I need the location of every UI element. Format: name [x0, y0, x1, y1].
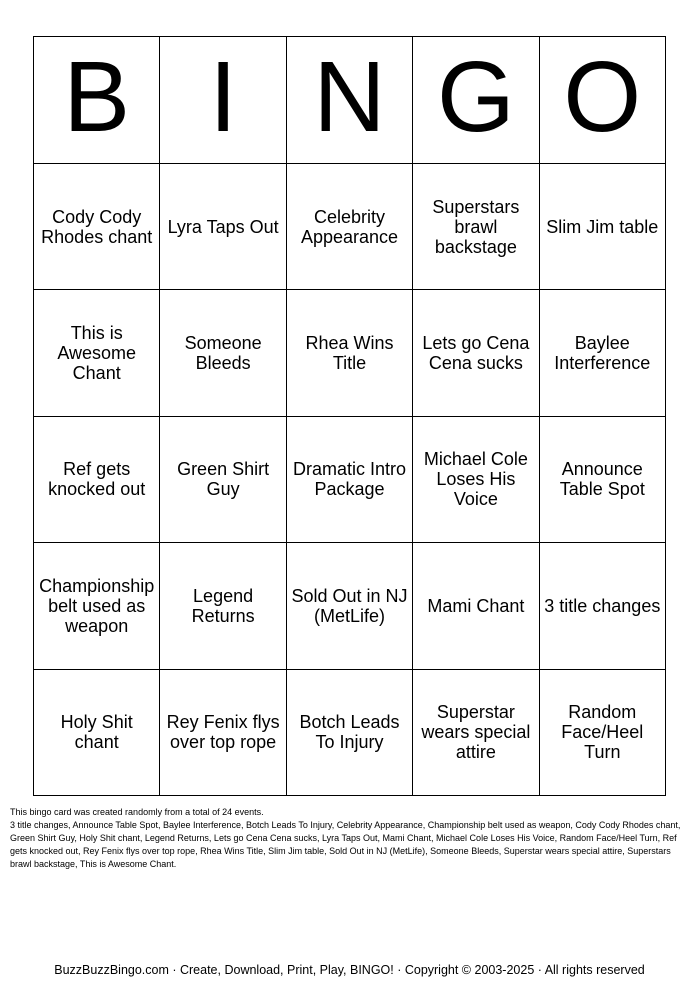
bingo-cell: Lyra Taps Out: [160, 164, 286, 290]
header-letter-i: I: [160, 37, 286, 164]
bingo-cell: Random Face/Heel Turn: [540, 670, 666, 796]
header-letter-g: G: [413, 37, 539, 164]
bingo-cell: Michael Cole Loses His Voice: [413, 417, 539, 543]
bingo-cell: Holy Shit chant: [34, 670, 160, 796]
bingo-cell: Mami Chant: [413, 543, 539, 669]
copyright-footer: BuzzBuzzBingo.com · Create, Download, Print, Play, BINGO! · Copyright © 2003-2025 · All rights reserved: [54, 963, 645, 977]
bingo-cell: Sold Out in NJ (MetLife): [287, 543, 413, 669]
bingo-cell: 3 title changes: [540, 543, 666, 669]
bingo-cell: Green Shirt Guy: [160, 417, 286, 543]
bingo-cell: Slim Jim table: [540, 164, 666, 290]
footnote-summary: This bingo card was created randomly from a total of 24 events.: [10, 807, 264, 817]
bingo-card: [33, 36, 666, 796]
bingo-cell: Dramatic Intro Package: [287, 417, 413, 543]
bingo-cell: Announce Table Spot: [540, 417, 666, 543]
bingo-cell: Lets go Cena Cena sucks: [413, 290, 539, 416]
bingo-cell: Baylee Interference: [540, 290, 666, 416]
header-letter-b: B: [34, 37, 160, 164]
bingo-cell: Championship belt used as weapon: [34, 543, 160, 669]
bingo-cell: Cody Cody Rhodes chant: [34, 164, 160, 290]
bingo-cell: Rhea Wins Title: [287, 290, 413, 416]
bingo-cell: Someone Bleeds: [160, 290, 286, 416]
bingo-cell: Ref gets knocked out: [34, 417, 160, 543]
bingo-cell: This is Awesome Chant: [34, 290, 160, 416]
bingo-cell: Superstars brawl backstage: [413, 164, 539, 290]
bingo-cell: Botch Leads To Injury: [287, 670, 413, 796]
header-letter-n: N: [287, 37, 413, 164]
events-footnote: [10, 806, 690, 871]
bingo-cell: Superstar wears special attire: [413, 670, 539, 796]
bingo-cell: Legend Returns: [160, 543, 286, 669]
footnote-event-list: 3 title changes, Announce Table Spot, Baylee Interference, Botch Leads To Injury, Celebrity Appearance, Championship belt used as weapon, Cody Cody Rhodes chant, Green Shirt Guy, Holy Shit chant, Legend Returns, Lets go Cena Cena sucks, Lyra Taps Out, Mami Chant, Michael Cole Loses His Voice, Random Face/Heel Turn, Ref gets knocked out, Rey Fenix flys over top rope, Rhea Wins Title, Slim Jim table, Sold Out in NJ (MetLife), Someone Bleeds, Superstar wears special attire, Superstars brawl backstage, This is Awesome Chant.: [10, 820, 681, 869]
bingo-cell: Celebrity Appearance: [287, 164, 413, 290]
bingo-cell: Rey Fenix flys over top rope: [160, 670, 286, 796]
header-letter-o: O: [540, 37, 666, 164]
